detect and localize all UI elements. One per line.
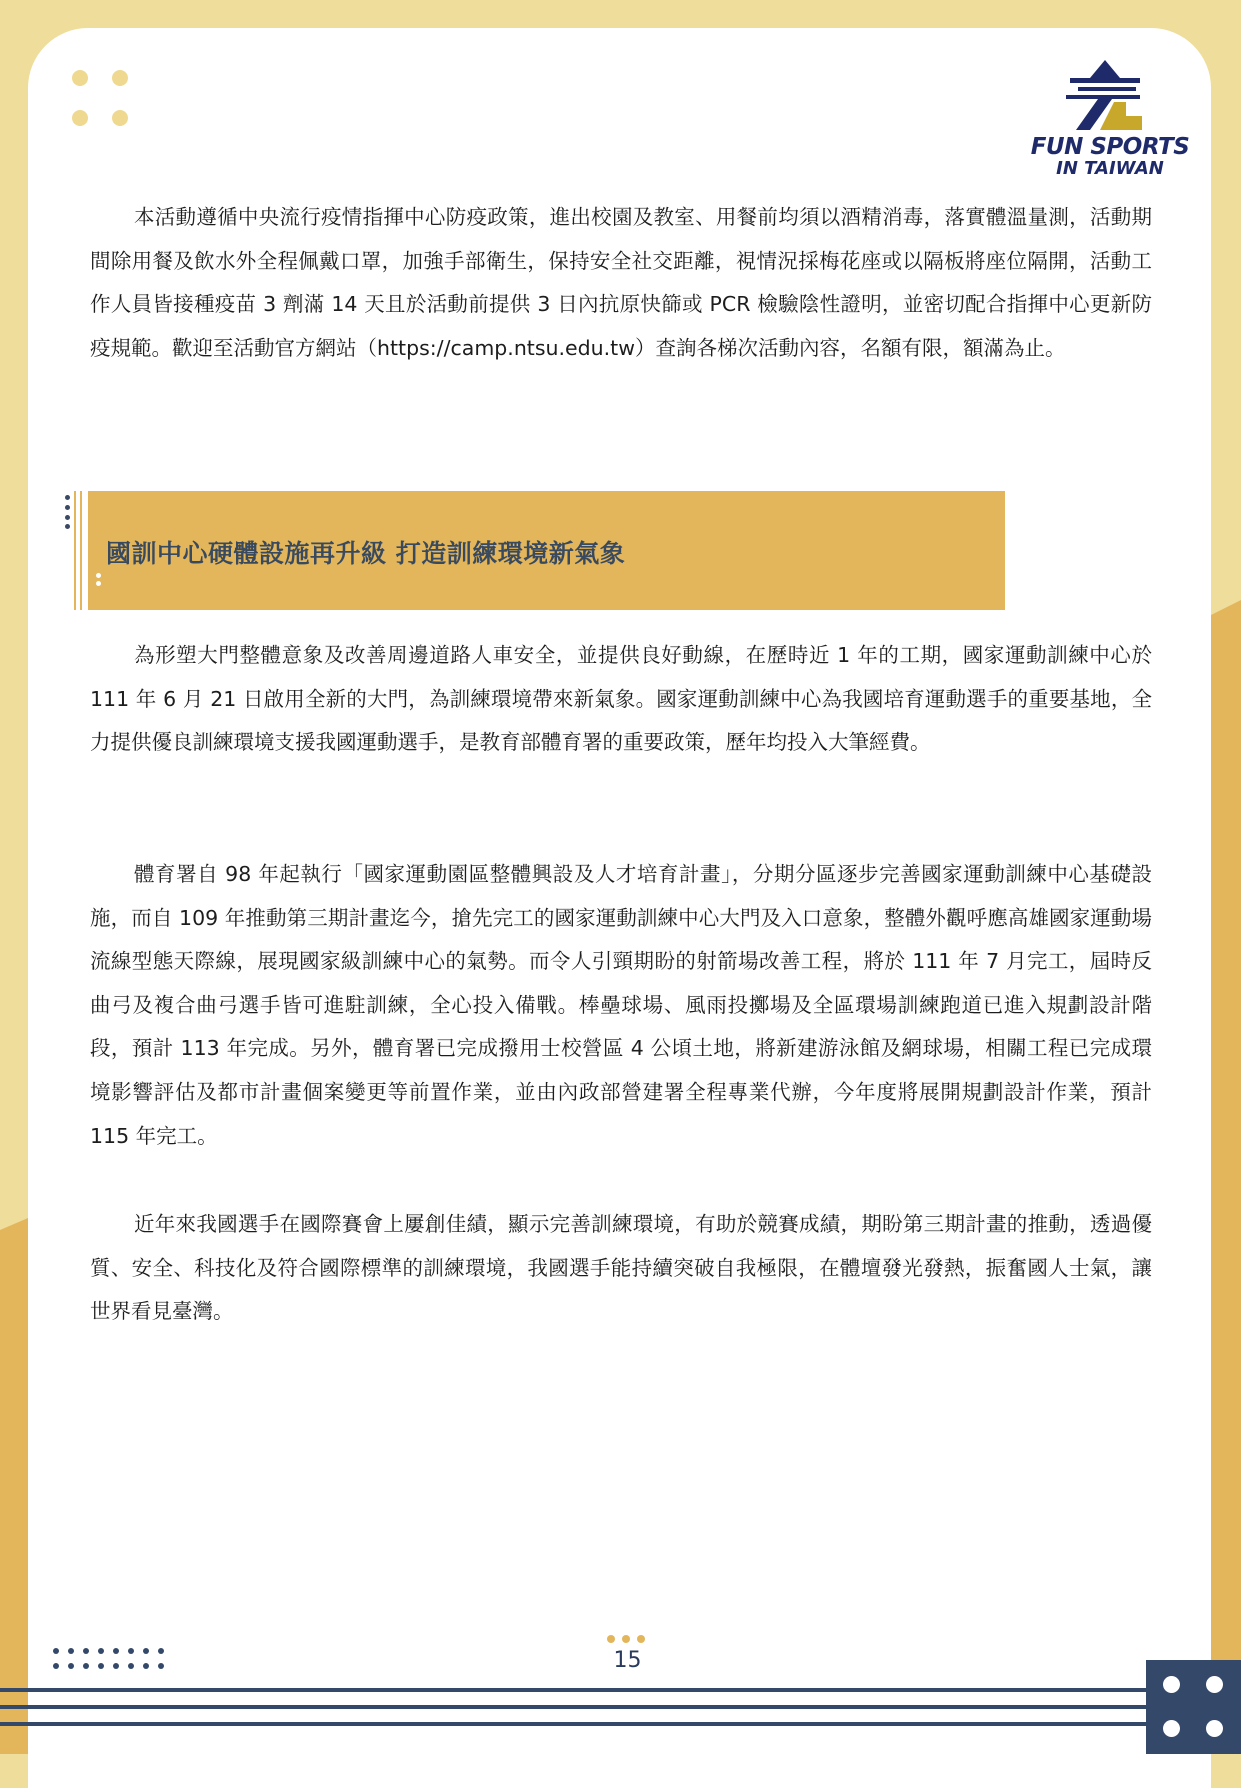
paragraph-gate: 為形塑大門整體意象及改善周邊道路人車安全，並提供良好動線，在歷時近 1 年的工期，國家運動訓練中心於 111 年 6 月 21 日啟用全新的大門，為訓練環境帶來新氣象。國家運動訓練中心為我國培育運動選手的重要基地，全力提供優良訓練環境支援我國運動選手，是教育部體育署的重要政策，歷年均投入大筆經費。 — [90, 643, 1152, 755]
footer-stripe-1 — [0, 1688, 1146, 1692]
paragraph-outlook: 近年來我國選手在國際賽會上屢創佳績，顯示完善訓練環境，有助於競賽成績，期盼第三期計畫的推動，透過優質、安全、科技化及符合國際標準的訓練環境，我國選手能持續突破自我極限，在體壇發光發熱，振奮國人士氣，讓世界看見臺灣。 — [90, 1212, 1152, 1324]
logo-text-line2: IN TAIWAN — [1056, 158, 1164, 179]
paragraph-covid-policy: 本活動遵循中央流行疫情指揮中心防疫政策，進出校園及教室、用餐前均須以酒精消毒，落實體溫量測，活動期間除用餐及飲水外全程佩戴口罩，加強手部衛生，保持安全社交距離，視情況採梅花座或以隔板將座位隔開，活動工作人員皆接種疫苗 3 劑滿 14 天且於活動前提供 3 日內抗原快篩或 PCR 檢驗陰性證明，並密切配合指揮中心更新防疫規範。歡迎至活動官方網站（https://camp.ntsu.edu.tw）查詢各梯次活動內容，名額有限，額滿為止。 — [90, 205, 1152, 360]
footer-stripe-3 — [0, 1722, 1146, 1726]
paragraph-facilities: 體育署自 98 年起執行「國家運動園區整體興設及人才培育計畫」，分期分區逐步完善國家運動訓練中心基礎設施，而自 109 年推動第三期計畫迄今，搶先完工的國家運動訓練中心大門及入口意象，整體外觀呼應高雄國家運動場流線型態天際線，展現國家級訓練中心的氣勢。而令人引頸期盼的射箭場改善工程，將於 111 年 7 月完工，屆時反曲弓及複合曲弓選手皆可進駐訓練，全心投入備戰。棒壘球場、風雨投擲場及全區環場訓練跑道已進入規劃設計階段，預計 113 年完成。另外，體育署已完成撥用士校營區 4 公頃土地，將新建游泳館及網球場，相關工程已完成環境影響評估及都市計畫個案變更等前置作業，並由內政部營建署全程專業代辦，今年度將展開規劃設計作業，預計 115 年完工。 — [90, 862, 1152, 1148]
decorative-corner-box — [1146, 1660, 1241, 1754]
page-number: 15 — [613, 1648, 642, 1673]
footer-stripe-2 — [0, 1705, 1146, 1709]
logo-text-line1: FUN SPORTS — [1030, 134, 1190, 160]
section-heading: 國訓中心硬體設施再升級 打造訓練環境新氣象 — [106, 539, 626, 568]
decorative-dots-top-left — [72, 70, 132, 130]
